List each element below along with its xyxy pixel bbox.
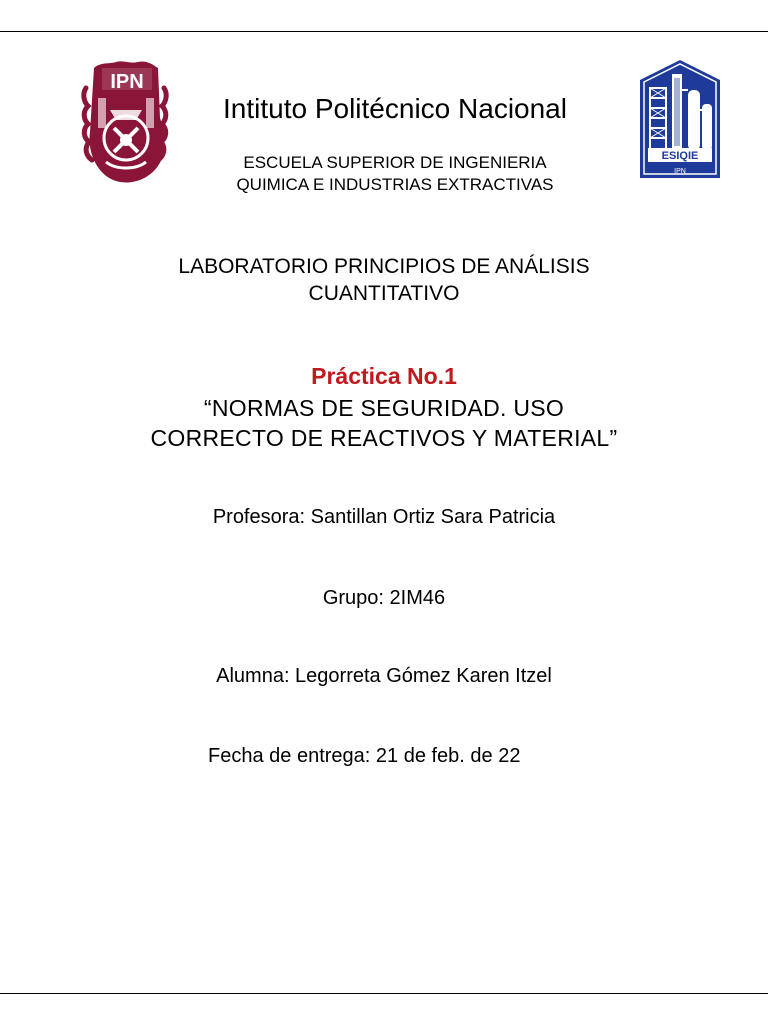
group-label: Grupo: 2IM46 [322, 587, 446, 609]
esiqie-logo-letters: ESIQIE [661, 150, 699, 162]
practice-title-line-1: “NORMAS DE SEGURIDAD. USO [203, 395, 565, 421]
esiqie-logo [638, 60, 722, 180]
student-name: Alumna: Legorreta Gómez Karen Itzel [216, 665, 552, 687]
school-name [190, 152, 600, 196]
ipn-logo-graphic [80, 58, 170, 186]
practice-number: Práctica No.1 [311, 363, 457, 389]
laboratory-name-line-2: CUANTITATIVO [308, 282, 460, 305]
esiqie-logo-sub: IPN [674, 168, 686, 175]
practice-title [0, 393, 768, 453]
school-name-line-2: QUIMICA E INDUSTRIAS EXTRACTIVAS [236, 175, 554, 194]
bottom-rule [0, 993, 768, 994]
institute-name: Intituto Politécnico Nacional [223, 93, 567, 124]
laboratory-name-line-1: LABORATORIO PRINCIPIOS DE ANÁLISIS [178, 255, 590, 278]
ipn-logo [80, 58, 170, 186]
practice-title-line-2: CORRECTO DE REACTIVOS Y MATERIAL” [150, 425, 618, 451]
laboratory-name [0, 253, 768, 307]
delivery-date: Fecha de entrega: 21 de feb. de 22 [208, 745, 521, 767]
teacher-name: Profesora: Santillan Ortiz Sara Patricia [212, 506, 556, 528]
school-name-line-1: ESCUELA SUPERIOR DE INGENIERIA [243, 153, 547, 172]
top-rule [0, 31, 768, 32]
esiqie-logo-graphic [638, 60, 722, 180]
ipn-logo-letters: IPN [110, 71, 144, 93]
